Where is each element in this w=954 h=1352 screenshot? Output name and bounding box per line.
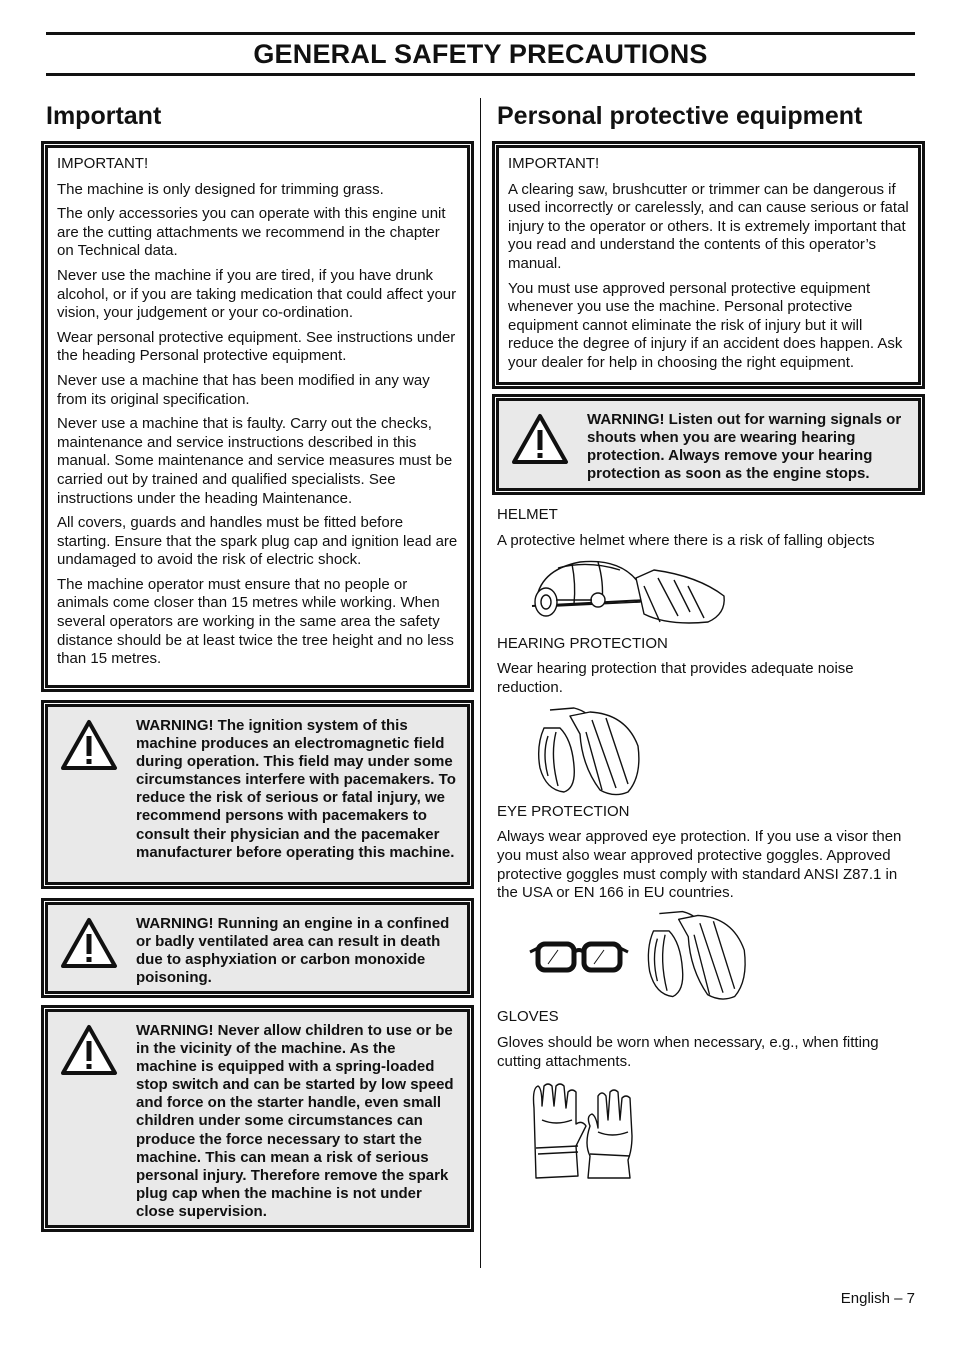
page-header — [46, 32, 915, 76]
important-paragraph: A clearing saw, brushcutter or trimmer can be dangerous if used incorrectly or carelessly, and can cause serious or fatal injury to the operator or others. It is extremely important that you read and understand the contents of this operator’s manual. — [508, 180, 909, 272]
page-title: GENERAL SAFETY PRECAUTIONS — [253, 39, 708, 69]
eye-protection-label: EYE PROTECTION — [497, 803, 630, 820]
important-label: IMPORTANT! — [508, 155, 600, 172]
gloves-icon — [528, 1080, 638, 1184]
important-paragraph: The only accessories you can operate with this engine unit are the cutting attachments we recommend in the chapter on Technical data. — [57, 205, 446, 260]
eye-protection-text: Always wear approved eye protection. If you use a visor then you must also wear approved protective goggles. Approved protective goggles must comply with standard ANSI Z87.1 in the USA or EN 166 in EU countries. — [497, 828, 902, 902]
important-paragraph: Never use a machine that has been modified in any way from its original specification. — [57, 371, 430, 408]
hearing-protection-icon — [530, 706, 646, 798]
warning-triangle-icon — [60, 719, 118, 771]
warning-triangle-icon — [60, 1024, 118, 1076]
important-paragraph: You must use approved personal protective equipment whenever you use the machine. Personal protective equipment cannot eliminate the risk of injury but it will reduce the degree of injury if an accident does happen. Ask your dealer for help in choosing the right equipment. — [508, 279, 903, 371]
helmet-icon — [528, 556, 728, 628]
ppe-heading: Personal protective equipment — [497, 102, 863, 130]
important-paragraph: All covers, guards and handles must be fitted before starting. Ensure that the spark plug cap and ignition lead are undamaged to avoid the risk of electric shock. — [57, 514, 458, 569]
gloves-text: Gloves should be worn when necessary, e.g., when fitting cutting attachments. — [497, 1034, 879, 1070]
important-paragraph: The machine is only designed for trimming grass. — [57, 180, 384, 198]
important-label: IMPORTANT! — [57, 155, 149, 172]
important-box — [45, 145, 470, 688]
warning-box-hearing — [496, 398, 921, 491]
important-paragraph: The machine operator must ensure that no people or animals come closer than 15 metres while working. When several operators are working in the same area the safety distance should be at least twice the tree height and no less than 15 metres. — [57, 575, 454, 668]
goggles-icon — [528, 940, 630, 976]
warning-text: WARNING! Running an engine in a confined or badly ventilated area can result in death due to asphyxiation or carbon monoxide poisoning. — [136, 915, 450, 987]
warning-text: WARNING! Never allow children to use or be in the vicinity of the machine. As the machine is equipped with a spring-loaded stop switch and can be started by low speed and force on the starter handle, even small children under some circumstances can produce the force necessary to start the machine. This can mean a risk of serious personal injury. Therefore remove the spark plug cap when the machine is not under close supervision. — [136, 1022, 454, 1220]
important-paragraph: Wear personal protective equipment. See instructions under the heading Personal protective equipment. — [57, 328, 456, 365]
important-heading: Important — [46, 102, 162, 130]
helmet-text: A protective helmet where there is a risk of falling objects — [497, 532, 875, 549]
important-paragraph: Never use a machine that is faulty. Carry out the checks, maintenance and service instructions described in this manual. Some maintenance and service measures must be carried out by trained and qualified specialists. See instructions under the heading Maintenance. — [57, 415, 453, 507]
visor-icon — [640, 908, 752, 1004]
hearing-label: HEARING PROTECTION — [497, 635, 668, 652]
warning-triangle-icon — [511, 413, 569, 465]
warning-box-ventilation — [45, 902, 470, 994]
hearing-text: Wear hearing protection that provides adequate noise reduction. — [497, 660, 854, 696]
ppe-important-box — [496, 145, 921, 385]
gloves-label: GLOVES — [497, 1008, 559, 1025]
column-divider — [480, 98, 481, 1268]
helmet-label: HELMET — [497, 506, 558, 523]
important-paragraph: Never use the machine if you are tired, if you have drunk alcohol, or if you are taking medication that could affect your vision, your judgement or your co-ordination. — [57, 266, 457, 322]
warning-box-pacemaker — [45, 704, 470, 885]
warning-triangle-icon — [60, 917, 118, 969]
warning-text: WARNING! Listen out for warning signals or shouts when you are wearing hearing protection. Always remove your hearing protection as soon as the engine stops. — [587, 411, 902, 483]
page-footer: English – 7 — [840, 1290, 915, 1307]
warning-text: WARNING! The ignition system of this machine produces an electromagnetic field during operation. This field may under some circumstances interfere with pacemakers. To reduce the risk of serious or fatal injury, we recommend persons with pacemakers to consult their physician and the pacemaker manufacturer before operating this machine. — [136, 717, 456, 861]
warning-box-children — [45, 1009, 470, 1228]
